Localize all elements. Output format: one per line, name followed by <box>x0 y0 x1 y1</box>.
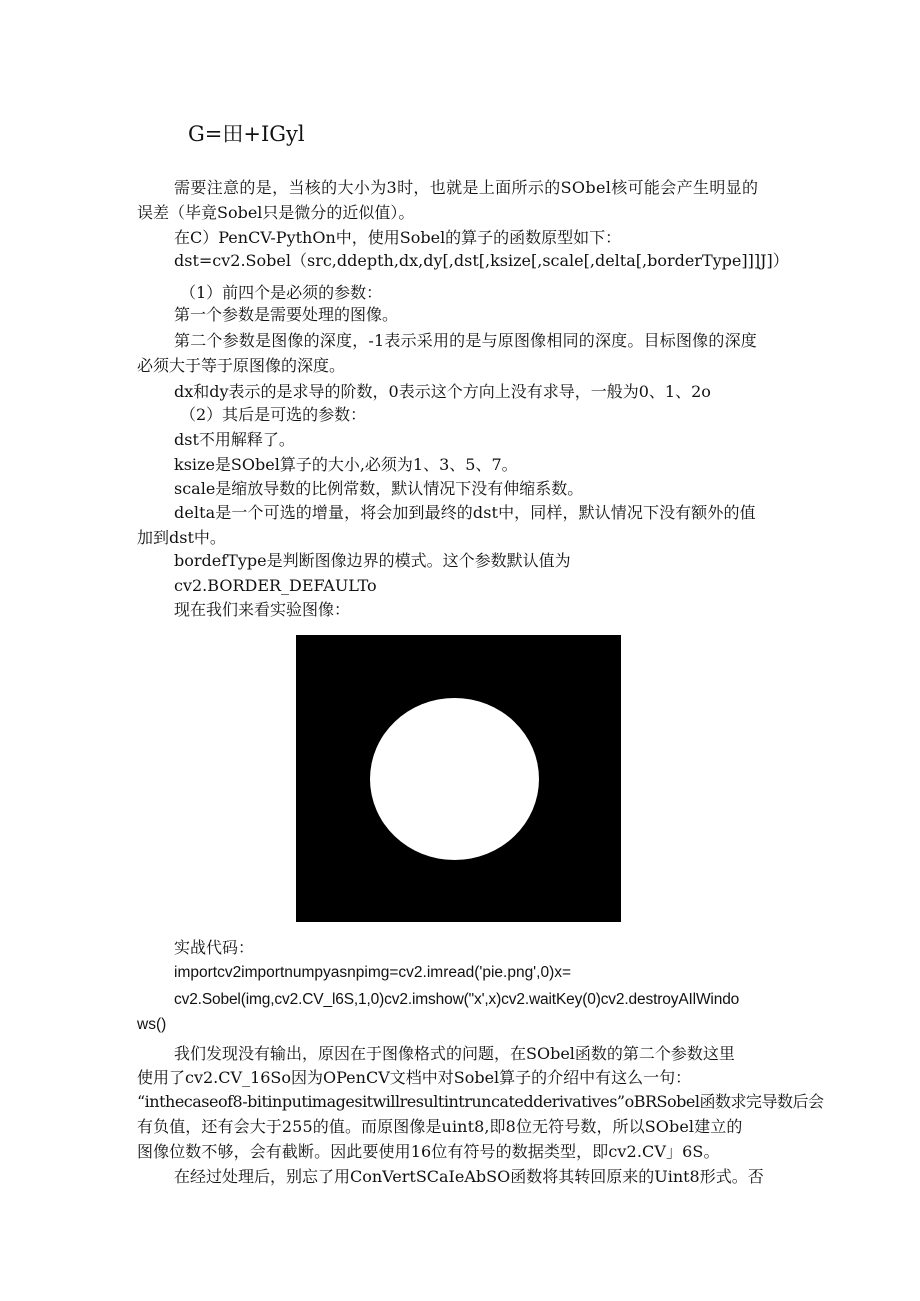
paragraph-line: ksize是SObel算子的大小,必须为1、3、5、7。 <box>174 455 518 474</box>
paragraph-line: dst不用解释了。 <box>174 430 295 449</box>
paragraph-line: 有负值，还有会大于255的值。而原图像是uint8,即8位无符号数，所以SObel建立的 <box>137 1117 743 1136</box>
paragraph-line: dst=cv2.Sobel（src,ddepth,dx,dy[,dst[,ksize[,scale[,delta[,borderType]]]J]） <box>174 251 789 270</box>
code-line: ws() <box>137 1016 167 1033</box>
paragraph-line: cv2.BORDER_DEFAULTo <box>174 576 377 595</box>
paragraph-line: 图像位数不够，会有截断。因此要使用16位有符号的数据类型，即cv2.CV」6S。 <box>137 1142 720 1161</box>
code-line: cv2.Sobel(img,cv2.CV_l6S,1,0)cv2.imshow("x',x)cv2.waitKey(0)cv2.destroyAIlWindo <box>174 991 740 1008</box>
paragraph-line: 加到dst中。 <box>137 528 226 547</box>
paragraph-line: 在C）PenCV-PythOn中，使用Sobel的算子的函数原型如下： <box>174 228 622 247</box>
paragraph-line: 需要注意的是，当核的大小为3时，也就是上面所示的SObel核可能会产生明显的 <box>174 178 759 197</box>
paragraph-line: （2）其后是可选的参数： <box>180 405 367 424</box>
paragraph-line: “inthecaseof8-bitinputimagesitwillresultintruncatedderivatives”oBRSobel函数求完导数后会 <box>137 1092 824 1111</box>
paragraph-line: 必须大于等于原图像的深度。 <box>137 356 346 375</box>
paragraph-line: 使用了cv2.CV_16So因为OPenCV文档中对Sobel算子的介绍中有这么一句： <box>137 1068 692 1087</box>
paragraph-line: 我们发现没有输出，原因在于图像格式的问题，在SObel函数的第二个参数这里 <box>174 1044 735 1063</box>
paragraph-line: 实战代码： <box>174 938 255 957</box>
code-line: importcv2importnumpyasnpimg=cv2.imread('pie.png',0)x= <box>174 964 572 981</box>
gradient-formula: G=田+IGyl <box>188 122 305 146</box>
paragraph-line: 第二个参数是图像的深度，-1表示采用的是与原图像相同的深度。目标图像的深度 <box>174 331 757 350</box>
white-circle <box>370 698 539 860</box>
pie-image <box>296 635 621 922</box>
paragraph-line: 误差（毕竟Sobel只是微分的近似值）。 <box>137 203 415 222</box>
experiment-image <box>296 635 621 922</box>
paragraph-line: delta是一个可选的增量，将会加到最终的dst中，同样，默认情况下没有额外的值 <box>174 503 756 522</box>
paragraph-line: （1）前四个是必须的参数： <box>180 283 383 302</box>
paragraph-line: dx和dy表示的是求导的阶数，0表示这个方向上没有求导，一般为0、1、2o <box>174 382 711 401</box>
paragraph-line: 在经过处理后，别忘了用ConVertSCaIeAbSO函数将其转回原来的Uint8形式。否 <box>174 1167 764 1186</box>
paragraph-line: 现在我们来看实验图像： <box>174 600 351 619</box>
paragraph-line: bordefType是判断图像边界的模式。这个参数默认值为 <box>174 551 571 570</box>
paragraph-line: scale是缩放导数的比例常数，默认情况下没有伸缩系数。 <box>174 479 584 498</box>
paragraph-line: 第一个参数是需要处理的图像。 <box>174 305 399 324</box>
